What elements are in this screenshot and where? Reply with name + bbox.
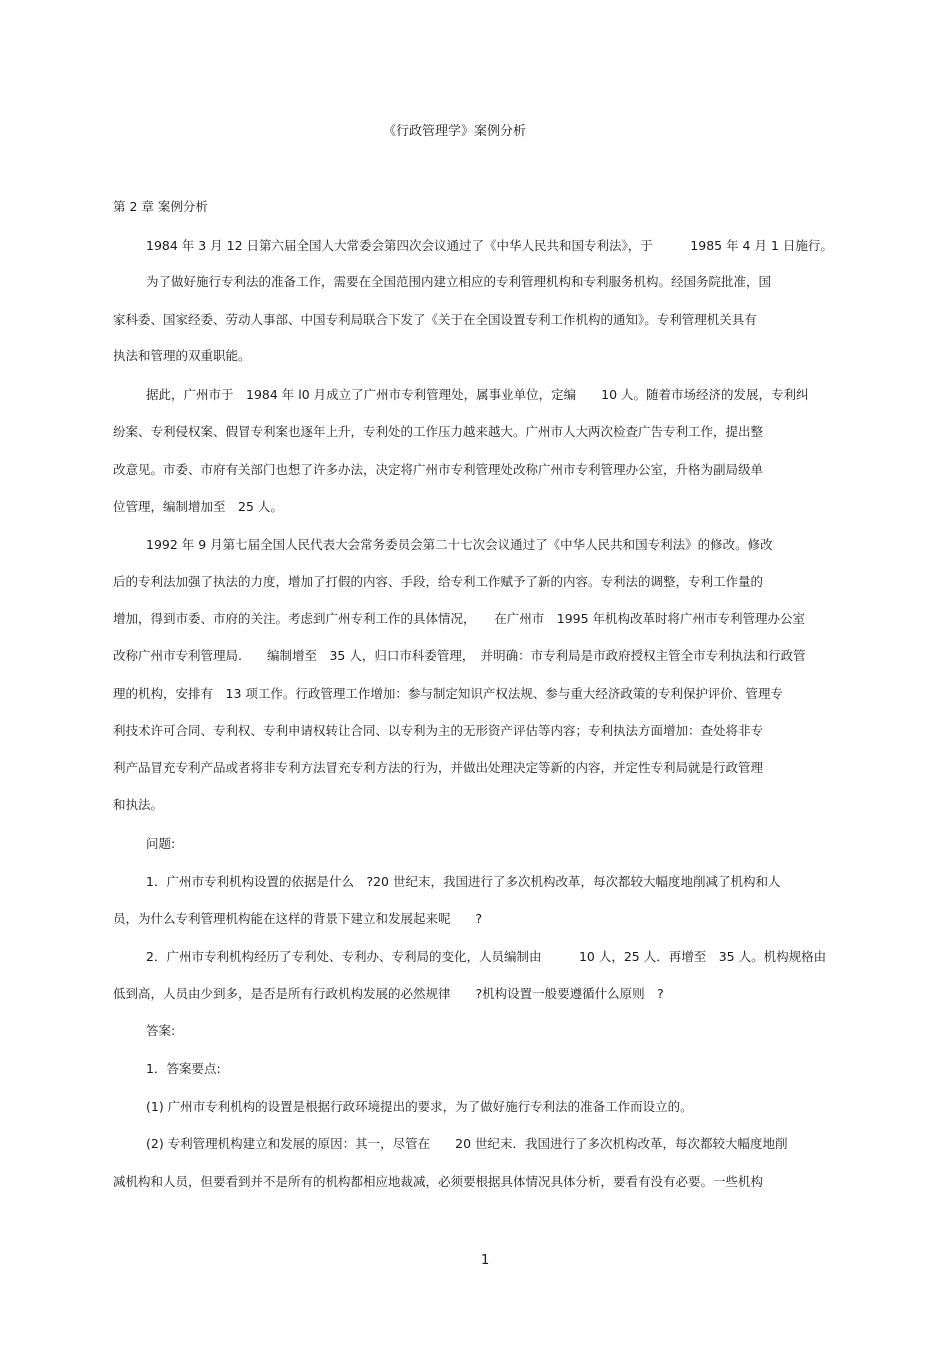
text-line: 执法和管理的双重职能。 (113, 348, 251, 363)
chapter-heading: 第 2 章 案例分析 (113, 199, 208, 214)
text-line: 利产品冒充专利产品或者将非专利方法冒充专利方法的行为，并做出处理决定等新的内容，并定性专利局就是行政管理 (113, 760, 764, 775)
text-line: 1984 年 3 月 12 日第六届全国人大常委会第四次会议通过了《中华人民共和国专利法》，于 1985 年 4 月 1 日施行。 (146, 238, 833, 253)
text-line: 和执法。 (113, 797, 164, 812)
text-line: 改称广州市专利管理局. 编制增至 35 人，归口市科委管理， 并明确：市专利局是市政府授权主管全市专利执法和行政管 (113, 648, 806, 663)
text-line: 减机构和人员，但要看到并不是所有的机构都相应地裁减，必须要根据具体情况具体分析，要看有没有必要。一些机构 (113, 1174, 764, 1189)
text-line: 增加，得到市委、市府的关注。考虑到广州专利工作的具体情况， 在广州市 1995 年机构改革时将广州市专利管理办公室 (113, 611, 806, 626)
text-line: 位管理，编制增加至 25 人。 (113, 499, 283, 514)
text-line: 理的机构，安排有 13 项工作。行政管理工作增加：参与制定知识产权法规、参与重大经济政策的专利保护评价、管理专 (113, 686, 783, 701)
text-line: 2．广州市专利机构经历了专利处、专利办、专利局的变化，人员编制由 10 人，25 人．再增至 35 人。机构规格由 (146, 949, 827, 964)
text-line: 1992 年 9 月第七届全国人民代表大会常务委员会第二十七次会议通过了《中华人民共和国专利法》的修改。修改 (146, 537, 773, 552)
text-line: 1．广州市专利机构设置的依据是什么 ?20 世纪末，我国进行了多次机构改革，每次都较大幅度地削减了机构和人 (146, 874, 781, 889)
text-line: 改意见。市委、市府有关部门也想了许多办法，决定将广州市专利管理处改称广州市专利管理办公室，升格为副局级单 (113, 462, 764, 477)
text-line: (2) 专利管理机构建立和发展的原因：其一，尽管在 20 世纪末．我国进行了多次机构改革，每次都较大幅度地削 (146, 1136, 788, 1151)
question-heading: 问题: (146, 836, 176, 851)
text-line: 据此，广州市于 1984 年 l0 月成立了广州市专利管理处，属事业单位，定编 10 人。随着市场经济的发展，专利纠 (146, 387, 809, 402)
text-line: 后的专利法加强了执法的力度，增加了打假的内容、手段，给专利工作赋予了新的内容。专利法的调整，专利工作量的 (113, 574, 764, 589)
text-line: 员，为什么专利管理机构能在这样的背景下建立和发展起来呢 ? (113, 911, 483, 926)
text-line: 为了做好施行专利法的准备工作，需要在全国范围内建立相应的专利管理机构和专利服务机构。经国务院批准，国 (146, 274, 772, 289)
text-line: 纷案、专利侵权案、假冒专利案也逐年上升，专利处的工作压力越来越大。广州市人大两次检查广告专利工作，提出整 (113, 424, 764, 439)
document-title: 《行政管理学》案例分析 (383, 124, 527, 139)
text-line: 低到高，人员由少到多，是否是所有行政机构发展的必然规律 ?机构设置一般要遵循什么原则 ? (113, 986, 664, 1001)
answer-heading: 答案: (146, 1023, 176, 1038)
text-line: 利技术许可合同、专利权、专利申请权转让合同、以专利为主的无形资产评估等内容；专利执法方面增加：查处将非专 (113, 723, 764, 738)
text-line: 1．答案要点: (146, 1061, 221, 1076)
text-line: (1) 广州市专利机构的设置是根据行政环境提出的要求，为了做好施行专利法的准备工作而设立的。 (146, 1099, 693, 1114)
text-line: 家科委、国家经委、劳动人事部、中国专利局联合下发了《关于在全国设置专利工作机构的通知》。专利管理机关具有 (113, 312, 757, 327)
page-number: 1 (481, 1253, 490, 1268)
